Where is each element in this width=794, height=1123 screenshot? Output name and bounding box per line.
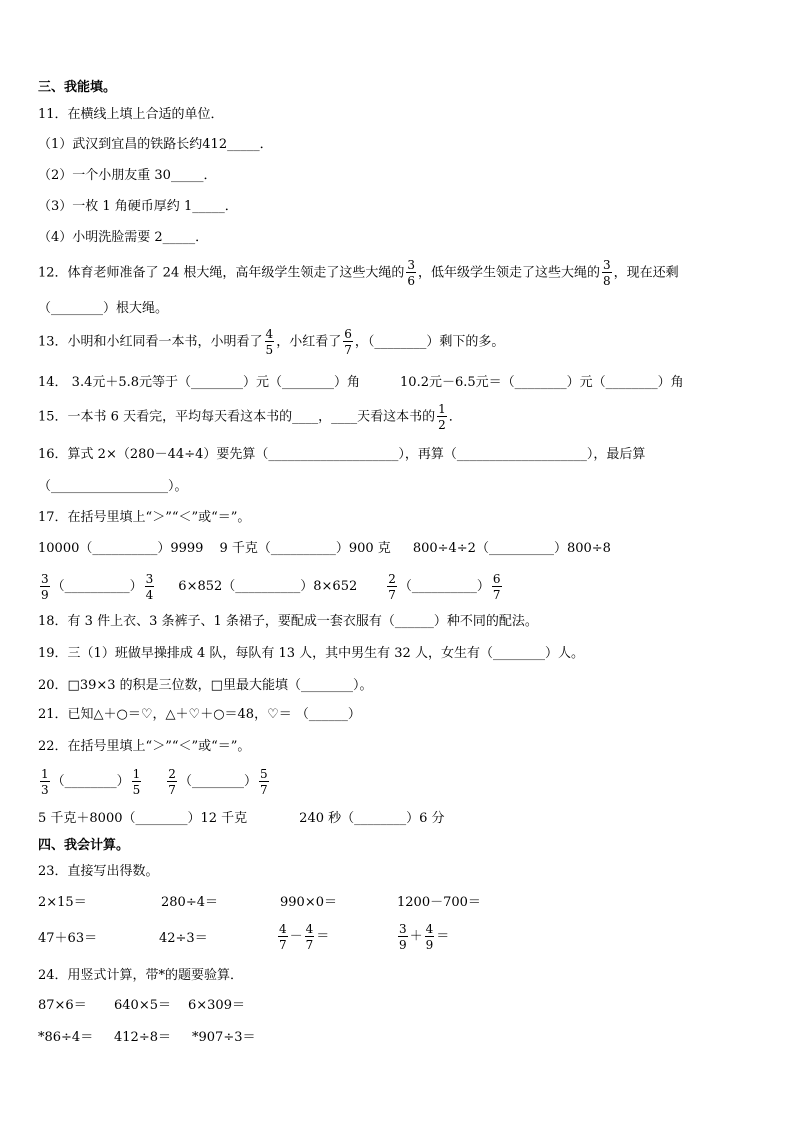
q23-expr-2: 280÷4＝ — [161, 895, 218, 910]
q12-text-2: ，低年级学生领走了这些大绳的 — [418, 265, 601, 281]
q18-text: 18．有 3 件上衣、3 条裤子、1 条裙子，要配成一套衣服有（______）种不同的配法。 — [38, 614, 538, 629]
q22-fraction-1: $\frac{1}{3}$ — [41, 766, 49, 797]
q13-fraction-1: $\frac{4}{5}$ — [265, 327, 274, 357]
q17-compare-1: 10000（__________）9999 — [38, 541, 204, 556]
q23-fraction-4: $\frac{4}{9}$ — [425, 921, 434, 952]
q11-item-4: （4）小明洗脸需要 2_____． — [38, 230, 209, 245]
q11-stem: 11．在横线上填上合适的单位． — [38, 107, 224, 122]
q13-fraction-2: $\frac{6}{7}$ — [344, 327, 352, 357]
q23-expr-3: 990×0＝ — [280, 895, 337, 910]
q12-line-2: （________）根大绳。 — [38, 301, 169, 316]
section-title-calc: 四、我会计算。 — [38, 838, 130, 853]
q17-compare-2: 9 千克（__________）900 克 — [219, 541, 391, 556]
q15-line — [38, 403, 462, 431]
q11-item-1: （1）武汉到宜昌的铁路长约412_____． — [38, 137, 273, 152]
q14-part-2: 10.2元－6.5元＝（________）元（________）角 — [400, 375, 684, 390]
q23-expr-7 — [276, 916, 329, 958]
q15-text-1: 15．一本书 6 天看完，平均每天看这本书的____，____天看这本书的 — [38, 409, 436, 425]
q23-expr-1: 2×15＝ — [38, 895, 87, 910]
q24-stem: 24．用竖式计算，带*的题要验算． — [38, 968, 244, 983]
q17-fraction-1: $\frac{3}{9}$ — [41, 571, 49, 602]
q24-expr-1: 87×6＝ — [38, 998, 87, 1013]
q17-fraction-2: $\frac{3}{4}$ — [145, 571, 154, 602]
q23-fraction-3: $\frac{3}{9}$ — [399, 921, 407, 952]
q22-blank-2: （________） — [178, 774, 257, 789]
q23-fraction-1: $\frac{4}{7}$ — [279, 921, 287, 952]
q12-fraction-1: $\frac{3}{6}$ — [407, 258, 415, 288]
q11-item-3: （3）一枚 1 角硬币厚约 1_____． — [38, 199, 238, 214]
q17-row-1 — [38, 540, 611, 558]
q22-fraction-4: $\frac{5}{7}$ — [259, 766, 268, 797]
q23-expr-8 — [396, 916, 449, 958]
q22-fraction-2: $\frac{1}{5}$ — [132, 766, 141, 797]
q13-text-3: ，（________）剩下的多。 — [354, 334, 505, 350]
q15-text-2: ． — [448, 409, 462, 425]
q22-compare-1: 5 千克＋8000（________）12 千克 — [38, 811, 248, 826]
q13-text-2: ，小红看了 — [276, 334, 342, 350]
q17-stem: 17．在括号里填上“＞”“＜”或“＝”。 — [38, 510, 251, 525]
q22-blank-1: （________） — [51, 774, 130, 789]
q22-compare-2: 240 秒（________）6 分 — [299, 811, 445, 826]
q11-item-2: （2）一个小朋友重 30_____． — [38, 168, 217, 183]
q17-compare-3: 800÷4÷2（__________）800÷8 — [412, 541, 611, 556]
q15-fraction: $\frac{1}{2}$ — [438, 402, 446, 432]
q24-expr-2: 640×5＝ — [114, 998, 171, 1013]
q24-expr-5: 412÷8＝ — [114, 1030, 171, 1045]
q23-minus: － — [289, 929, 303, 944]
q23-equals-1: ＝ — [316, 929, 330, 944]
q13-line — [38, 328, 504, 356]
q22-row-2 — [38, 810, 445, 828]
q17-fraction-3: $\frac{2}{7}$ — [388, 571, 396, 602]
q23-fraction-2: $\frac{4}{7}$ — [305, 921, 314, 952]
q12-fraction-2: $\frac{3}{8}$ — [603, 258, 611, 288]
q22-row-1 — [38, 762, 271, 802]
q12-line-1 — [38, 259, 679, 287]
q17-row-2 — [38, 567, 504, 607]
q21-text: 21．已知△＋○＝♡，△＋♡＋○＝48，♡＝ （______） — [38, 707, 361, 722]
section-title-fill: 三、我能填。 — [38, 80, 117, 95]
q16-line-1: 16．算式 2×（280－44÷4）要先算（____________________），再算（____________________），最后算 — [38, 447, 646, 462]
q23-expr-6: 42÷3＝ — [159, 931, 208, 946]
q23-equals-2: ＝ — [436, 929, 450, 944]
q17-blank-3: （__________） — [398, 579, 490, 594]
q12-text-1: 12．体育老师准备了 24 根大绳，高年级学生领走了这些大绳的 — [38, 265, 405, 281]
q20-text: 20．□39×3 的积是三位数，□里最大能填（________）。 — [38, 678, 373, 693]
q23-expr-5: 47＋63＝ — [38, 931, 98, 946]
q16-line-2: （__________________）。 — [38, 479, 188, 494]
q22-stem: 22．在括号里填上“＞”“＜”或“＝”。 — [38, 739, 251, 754]
q12-text-3: ，现在还剩 — [613, 265, 679, 281]
q19-text: 19．三（1）班做早操排成 4 队，每队有 13 人，其中男生有 32 人，女生有（________）人。 — [38, 646, 584, 661]
q23-stem: 23．直接写出得数。 — [38, 864, 159, 879]
q24-expr-3: 6×309＝ — [188, 998, 245, 1013]
q14-line — [38, 374, 684, 392]
q24-expr-6: *907÷3＝ — [192, 1030, 256, 1045]
q17-blank-1: （__________） — [51, 579, 143, 594]
q24-expr-4: *86÷4＝ — [38, 1030, 94, 1045]
q23-plus: ＋ — [409, 929, 423, 944]
q17-fraction-4: $\frac{6}{7}$ — [492, 571, 501, 602]
q13-text-1: 13．小明和小红同看一本书，小明看了 — [38, 334, 263, 350]
q23-expr-4: 1200－700＝ — [397, 895, 481, 910]
q14-part-1: 14． 3.4元＋5.8元等于（________）元（________）角 — [38, 375, 361, 390]
q22-fraction-3: $\frac{2}{7}$ — [168, 766, 176, 797]
q17-compare-4: 6×852（__________）8×652 — [178, 579, 358, 594]
